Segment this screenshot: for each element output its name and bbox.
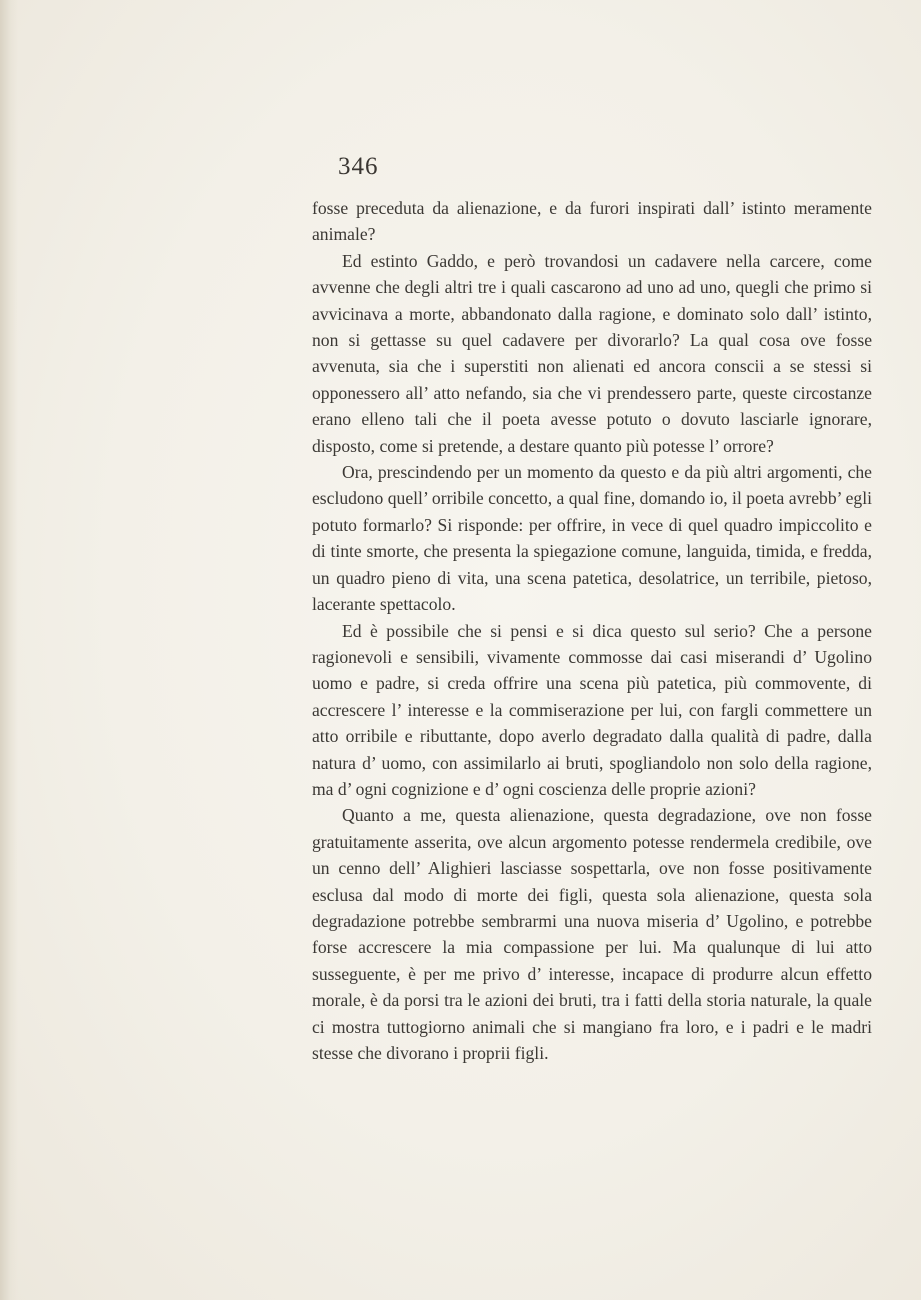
paragraph: fosse preceduta da alienazione, e da furori inspirati dall’ istinto meramente animale? (312, 198, 872, 245)
paragraph: Ora, prescindendo per un momento da questo e da più altri argomenti, che escludono quell’ orribile concetto, a qual fine, domando io, il poeta avrebb’ egli potuto formarlo? Si risponde: per offrire, in vece di quel quadro impiccolito e di tinte smorte, che presenta la spiegazione comune, languida, timida, e fredda, un quadro pieno di vita, una scena patetica, desolatrice, un terribile, pietoso, lacerante spettacolo. (312, 462, 872, 615)
body-text (312, 195, 872, 1066)
page-binding-edge (0, 0, 18, 1300)
page-number: 346 (338, 153, 379, 180)
paragraph: Ed estinto Gaddo, e però trovandosi un cadavere nella carcere, come avvenne che degli altri tre i quali cascarono ad uno ad uno, quegli che primo si avvicinava a morte, abbandonato dalla ragione, e dominato solo dall’ istinto, non si gettasse su quel cadavere per divorarlo? La qual cosa ove fosse avvenuta, sia che i superstiti non alienati ed ancora conscii a se stessi si opponessero all’ atto nefando, sia che vi prendessero parte, queste circostanze erano elleno tali che il poeta avesse potuto o dovuto lasciarle ignorare, disposto, come si pretende, a destare quanto più potesse l’ orrore? (312, 250, 872, 456)
paragraph: Quanto a me, questa alienazione, questa degradazione, ove non fosse gratuitamente asserita, ove alcun argomento potesse rendermela credibile, ove un cenno dell’ Alighieri lasciasse sospettarla, ove non fosse positivamente esclusa dal modo di morte dei figli, questa sola alienazione, questa sola degradazione potrebbe sembrarmi una nuova miseria d’ Ugolino, e potrebbe forse accrescere la mia compassione per lui. Ma qualunque di lui atto susseguente, è per me privo d’ interesse, incapace di produrre alcun effetto morale, è da porsi tra le azioni dei bruti, tra i fatti della storia naturale, la quale ci mostra tuttogiorno animali che si mangiano fra loro, e i padri e le madri stesse che divorano i proprii figli. (312, 805, 872, 1063)
paragraph: Ed è possibile che si pensi e si dica questo sul serio? Che a persone ragionevoli e sensibili, vivamente commosse dai casi miserandi d’ Ugolino uomo e padre, si creda offrire una scena più patetica, più commovente, di accrescere l’ interesse e la commiserazione per lui, con fargli commettere un atto orribile e ributtante, dopo averlo degradato dalla qualità di padre, dalla natura d’ uomo, con assimilarlo ai bruti, spogliandolo non solo della ragione, ma d’ ogni cognizione e d’ ogni coscienza delle proprie azioni? (312, 620, 872, 799)
